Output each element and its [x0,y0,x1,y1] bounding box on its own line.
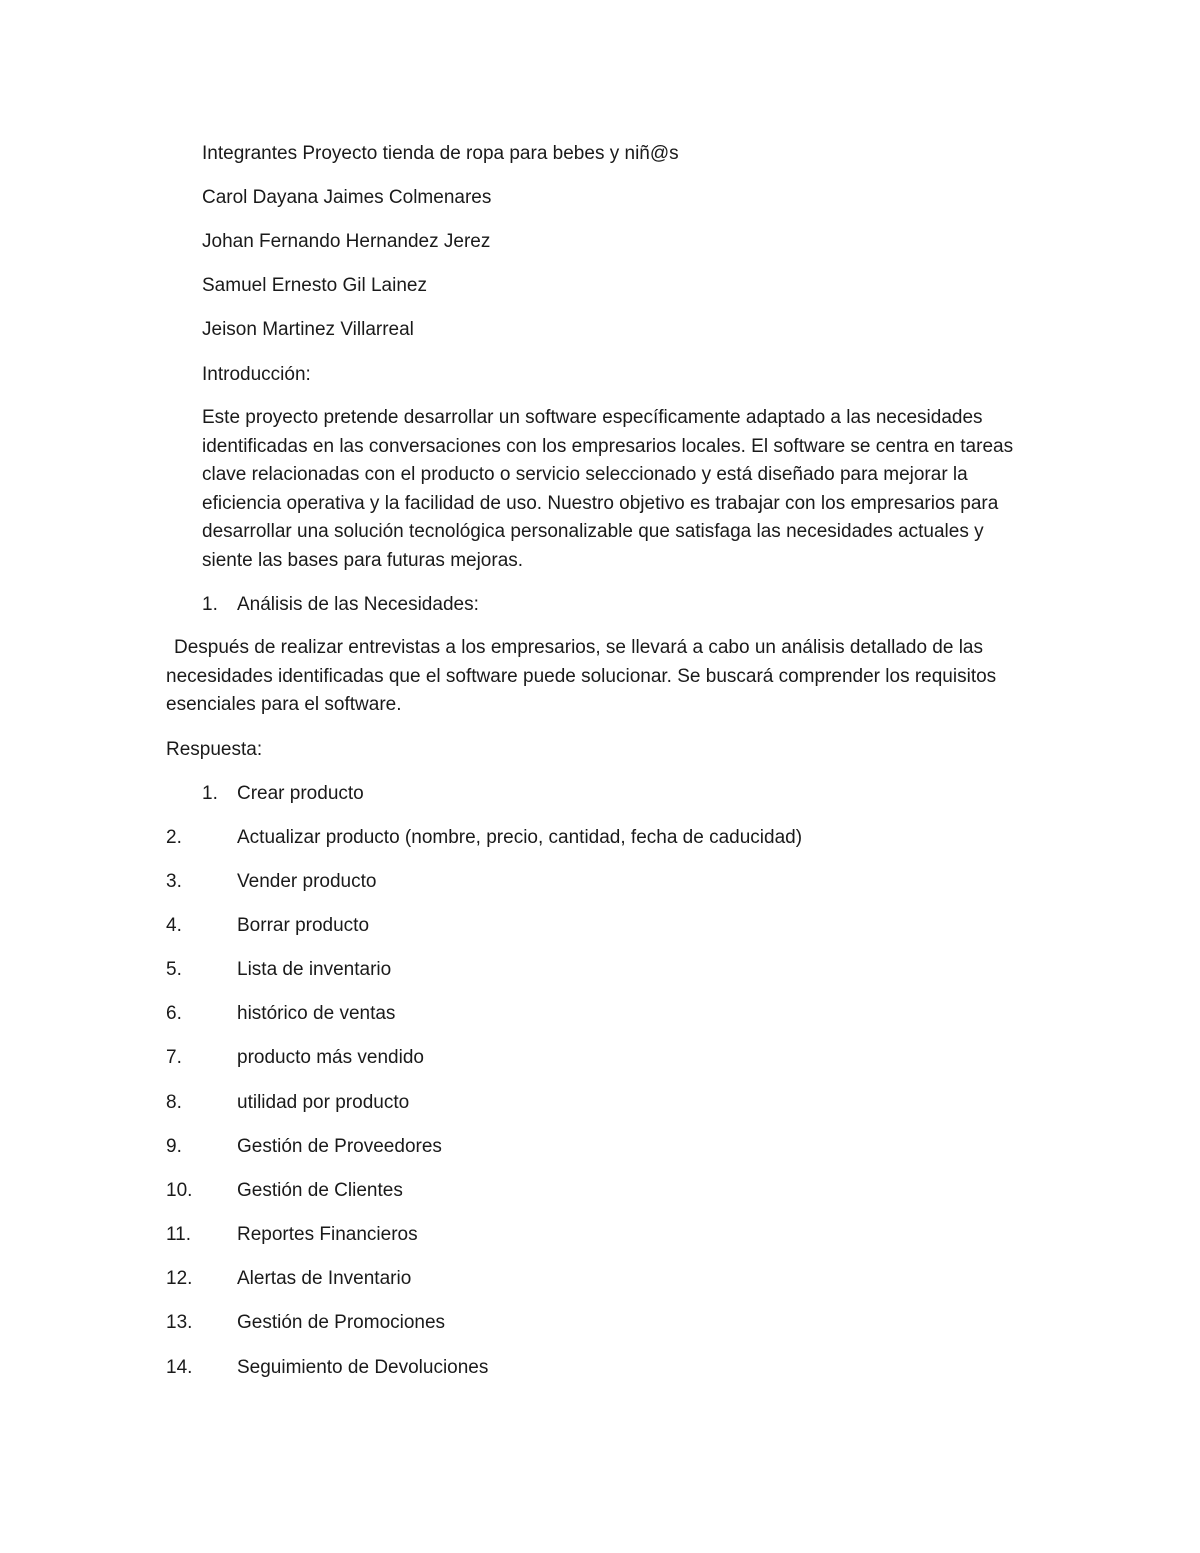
member-name: Jeison Martinez Villarreal [202,319,414,340]
item-text: Actualizar producto (nombre, precio, cantidad, fecha de caducidad) [237,827,803,848]
member-name: Carol Dayana Jaimes Colmenares [202,187,492,208]
analysis-line: esenciales para el software. [166,694,402,716]
member-name: Samuel Ernesto Gil Lainez [202,275,427,296]
intro-line: identificadas en las conversaciones con los empresarios locales. El software se centra en tareas [202,435,1014,457]
item-text: Gestión de Clientes [237,1180,403,1201]
item-number: 6. [166,1003,182,1024]
analysis-paragraph [166,634,996,720]
intro-line: Este proyecto pretende desarrollar un software específicamente adaptado a las necesidades [202,407,983,428]
intro-line: siente las bases para futuras mejoras. [202,549,524,571]
item-number: 10. [166,1180,193,1201]
item-number: 9. [166,1136,182,1157]
item-text: histórico de ventas [237,1003,396,1024]
item-text: Reportes Financieros [237,1224,418,1245]
item-number: 11. [166,1224,192,1245]
item-number: 4. [166,915,182,936]
analysis-line: necesidades identificadas que el software puede solucionar. Se buscará comprender los requisitos [166,665,997,687]
item-text: utilidad por producto [237,1092,410,1113]
analysis-line: Después de realizar entrevistas a los empresarios, se llevará a cabo un análisis detallado de las [174,637,983,658]
item-text: producto más vendido [237,1047,424,1068]
item-text: Vender producto [237,871,377,892]
intro-line: eficiencia operativa y la facilidad de uso. Nuestro objetivo es trabajar con los empresarios para [202,492,999,514]
item-text: Gestión de Proveedores [237,1136,442,1157]
item-text: Alertas de Inventario [237,1268,412,1289]
item-text: Lista de inventario [237,959,392,980]
item-number: 5. [166,959,182,980]
item-number: 7. [166,1047,182,1068]
section-heading: Análisis de las Necesidades: [237,594,479,615]
item-number: 8. [166,1092,182,1113]
item-text: Borrar producto [237,915,370,936]
item-number: 12. [166,1268,193,1289]
item-number: 2. [166,827,182,848]
intro-line: clave relacionadas con el producto o servicio seleccionado y está diseñado para mejorar la [202,464,968,486]
item-text: Gestión de Promociones [237,1312,446,1333]
section-number: 1. [202,594,218,615]
member-name: Johan Fernando Hernandez Jerez [202,231,491,252]
item-number: 3. [166,871,182,892]
response-label: Respuesta: [166,739,263,760]
item-number: 1. [202,783,218,804]
item-text: Seguimiento de Devoluciones [237,1357,489,1378]
item-number: 13. [166,1312,193,1333]
intro-paragraph [202,404,1013,576]
item-number: 14. [166,1357,193,1378]
intro-heading: Introducción: [202,364,311,385]
item-text: Crear producto [237,783,364,804]
intro-line: desarrollar una solución tecnológica personalizable que satisfaga las necesidades actuales y [202,521,984,543]
document-title: Integrantes Proyecto tienda de ropa para bebes y niñ@s [202,143,679,164]
